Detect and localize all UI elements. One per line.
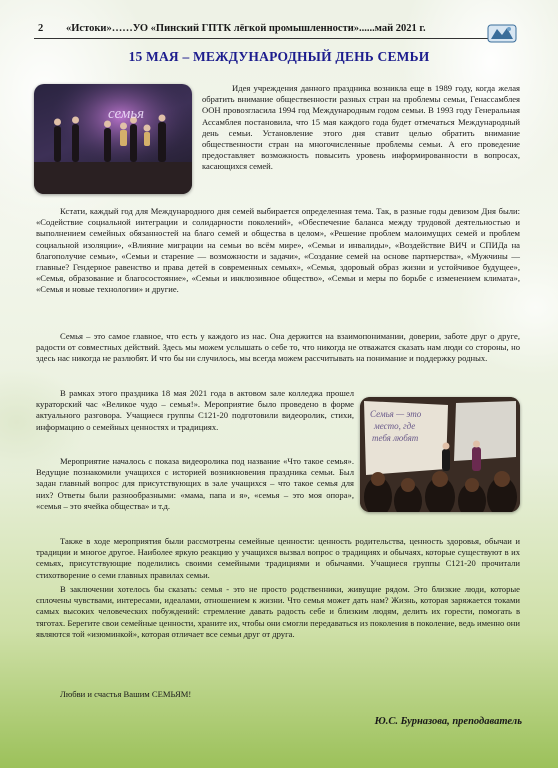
svg-text:место, где: место, где [374, 421, 416, 431]
svg-text:тебя любят: тебя любят [372, 433, 419, 443]
author-signature: Ю.С. Бурназова, преподаватель [374, 716, 522, 727]
paragraph-themes: Кстати, каждый год для Международного дня семей выбирается определенная тема. Так, в разные годы девизом Дня были: «Содействие социальной интеграции и солидарности поколений», «Обеспечение баланса между трудовой деятельностью и выполнением семейных обязанностей на благо семей и общества в целом», «Решение проблем малоимущих семей и проблем социальной изоляции», «Влияние миграции на семьи во всём мире», «Семьи и инвалиды», «Воздействие ВИЧ и СПИДа на благополучие семьи», «Семьи и старение — возможности и задачи», «Создание семей на основе партнерства», «Мужчины — главные? Гендерное равенство и права детей в современных семьях», «Семья, здоровый образ жизни и устойчивое будущее», «Семья, образование и благосостояние», «Семьи и инклюзивное общество», «Семьи и меры по борьбе с изменением климата», «Семья и новые технологии» и другие. [36, 206, 520, 295]
paragraph-event-start: Мероприятие началось с показа видеоролика под название «Что такое семья». Ведущие познакомили учащихся с историей возникновения праздника семьи. Был задан главный вопрос для присутствующих в зале учащихся – что такое семья для них? Ответы были разнообразными: «мама, папа и я», «семья – это моя опора», «семья – это ячейка общества» и т.д. [36, 456, 354, 511]
paragraph-family-meaning: Семья – это самое главное, что есть у каждого из нас. Она держится на взаимопонимании, доверии, заботе друг о друге, радости от совместных действий. Здесь мы можем услышать о себе то, что никогда не отважатся сказать нам люди со стороны, но здесь нас никогда не разлюбят. И что бы ни случилось, мы всегда можем рассчитывать на понимание и поддержку родных. [36, 331, 520, 364]
svg-text:семья: семья [108, 106, 145, 122]
svg-text:Семья — это: Семья — это [370, 409, 422, 419]
college-logo-icon [487, 22, 517, 44]
paragraph-wishes: Любви и счастья Вашим СЕМЬЯМ! [60, 689, 192, 699]
paragraph-values: Также в ходе мероприятия были рассмотрены семейные ценности: ценность родительства, ценность здоровья, обычаи и традиции и многое другое. Наиболее яркую реакцию у учащихся вызвал вопрос о традициях и обычаях, которые существуют в их семьях, присутствующие поделились своими семейными традициями и обычаями. Учащиеся группы С121-20 прочитали стихотворение о семи главных правилах семьи. [36, 536, 520, 580]
paragraph-history: Идея учреждения данного праздника возникла еще в 1989 году, когда желая обратить внимание общественности разных стран на проблемы семьи, Генассамблея ООН провозгласила 1994 год Международным годом семьи. В 1993 году Генеральная Ассамблея постановила, что 15 мая каждого года будет отмечаться Международный день семьи. Установление этого дня ставит целью обратить внимание общественности стран на многочисленные проблемы семьи. А его проведение предоставляет возможность повысить уровень информированности в вопросах, касающихся семей. [202, 83, 520, 172]
page-number: 2 [38, 23, 44, 34]
paragraph-event: В рамках этого праздника 18 мая 2021 года в актовом зале колледжа прошел кураторский час «Великое чудо – семья!». Мероприятие было проведено в форме актуального разговора. Учащиеся группы С121-20 подготовили видеоролик, стихи, информацию о семейных ценностях и традициях. [36, 388, 354, 432]
page-header [34, 22, 512, 39]
stage-performance-photo [34, 84, 192, 194]
paragraph-conclusion: В заключении хотелось бы сказать: семья - это не просто родственники, живущие рядом. Это близкие люди, которые сплочены чувствами, интересами, идеалами, отношением к жизни. Что семья может дать нам? Жизнь, которая заряжается токами самых высоких человеческих побуждений: стремление давать радость себе и близким людям, делить их горести, помогать в тяготах. Берегите свои семейные ценности, храните их, чтобы они смогли передаваться из поколения в поколение, ведь именно они являются той «изюминкой», которая отличает все семьи друг от друга. [36, 584, 520, 639]
header-text: «Истоки»……УО «Пинский ГПТК лёгкой промышленности»......май 2021 г. [66, 23, 426, 34]
article-title: 15 МАЯ – МЕЖДУНАРОДНЫЙ ДЕНЬ СЕМЬИ [128, 49, 430, 64]
audience-photo [360, 397, 520, 512]
